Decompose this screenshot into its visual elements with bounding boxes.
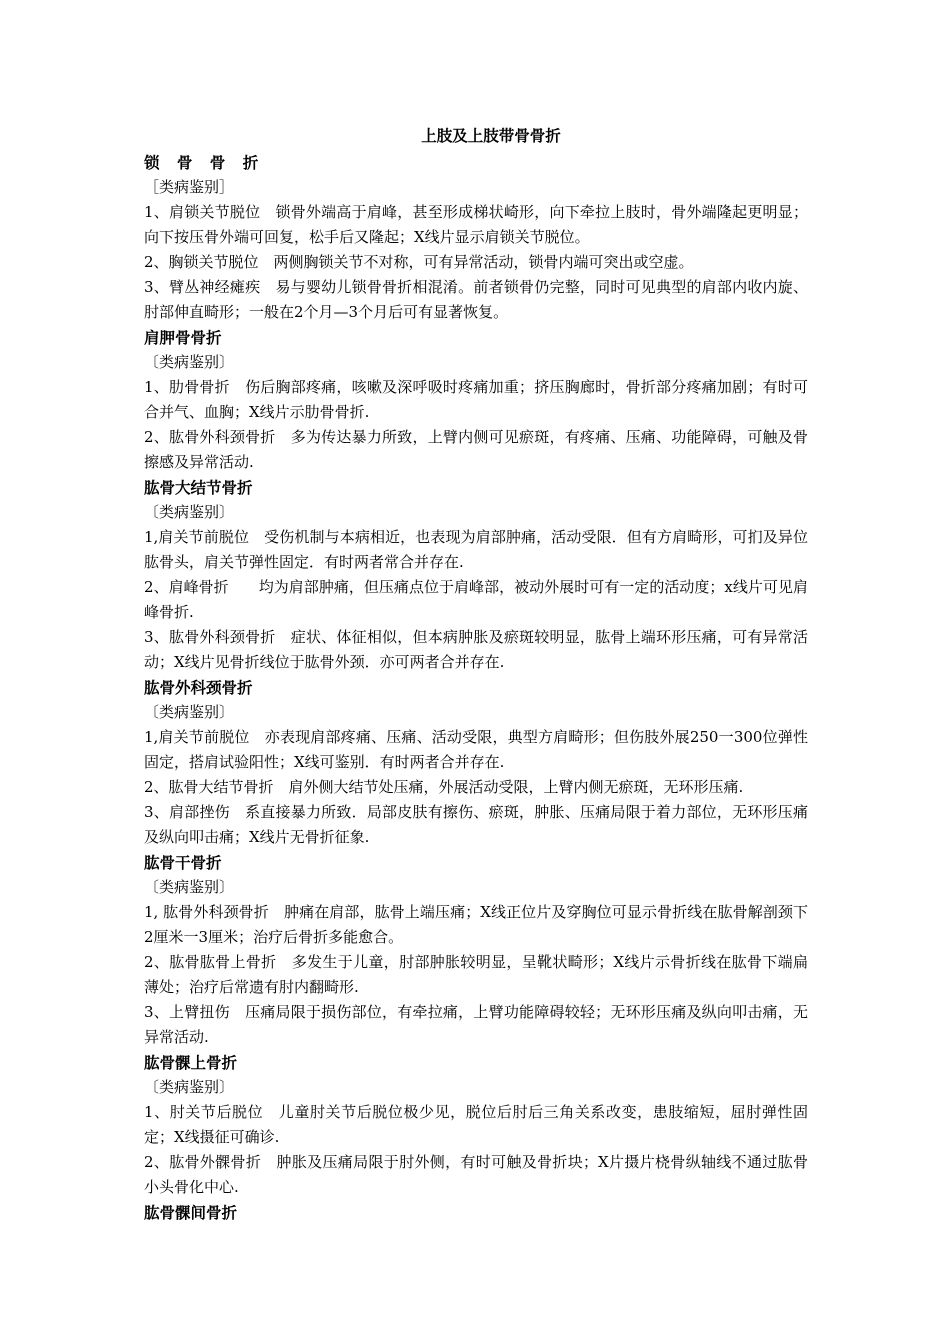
section-title: 肱骨大结节骨折 [144,478,253,497]
list-item: 1,肩关节前脱位 受伤机制与本病相近，也表现为肩部肿痛，活动受限．但有方肩畸形，可扪及异位肱骨头，肩关节弹性固定．有时两者常合并存在. [144,528,808,571]
section-title: 肩胛骨骨折 [144,328,222,347]
document-page [144,124,808,1225]
section-title: 肱骨髁上骨折 [144,1053,238,1072]
section-tag: 〔类病鉴别〕 [144,1078,235,1096]
section-supracondylar-fracture [144,1050,808,1200]
list-item: 1, 肱骨外科颈骨折 肿痛在肩部，肱骨上端压痛；X线正位片及穿胸位可显示骨折线在肱骨解剖颈下2厘米一3厘米；治疗后骨折多能愈合。 [144,903,808,946]
section-title: 肱骨髁间骨折 [144,1203,238,1222]
document-title: 上肢及上肢带骨骨折 [421,126,561,145]
list-item: 3、肩部挫伤 系直接暴力所致．局部皮肤有擦伤、瘀斑，肿胀、压痛局限于着力部位，无环形压痛及纵向叩击痛；X线片无骨折征象. [144,803,808,846]
section-tag: 〔类病鉴别〕 [144,878,235,896]
section-tag: 〔类病鉴别〕 [144,703,235,721]
section-title: 肱骨外科颈骨折 [144,678,253,697]
list-item: 2、肩峰骨折 均为肩部肿痛，但压痛点位于肩峰部，被动外展时可有一定的活动度；x线片可见肩峰骨折. [144,578,808,621]
list-item: 2、胸锁关节脱位 两侧胸锁关节不对称，可有异常活动，锁骨内端可突出或空虚。 [144,253,694,271]
section-greater-tuberosity-fracture [144,475,808,675]
list-item: 2、肱骨肱骨上骨折 多发生于儿童，肘部肿胀较明显，呈靴状畸形；X线片示骨折线在肱骨下端扁薄处；治疗后常遗有肘内翻畸形. [144,953,808,996]
list-item: 3、臂丛神经瘫疾 易与婴幼儿锁骨骨折相混淆。前者锁骨仍完整，同时可见典型的肩部内收内旋、肘部伸直畸形；一般在2个月—3个月后可有显著恢复。 [144,278,808,321]
section-title: 肱骨干骨折 [144,853,222,872]
section-surgical-neck-fracture [144,675,808,850]
section-clavicle-fracture [144,150,808,325]
section-tag: 〔类病鉴别〕 [144,503,235,521]
section-intercondylar-fracture [144,1200,808,1225]
list-item: 3、上臂扭伤 压痛局限于损伤部位，有牵拉痛，上臂功能障碍较轻；无环形压痛及纵向叩击痛，无异常活动. [144,1003,808,1046]
list-item: 2、肱骨大结节骨折 肩外侧大结节处压痛，外展活动受限，上臂内侧无瘀斑，无环形压痛. [144,778,744,796]
section-title: 锁 骨 骨 折 [144,153,265,172]
section-humeral-shaft-fracture [144,850,808,1050]
section-scapula-fracture [144,325,808,475]
list-item: 1、肩锁关节脱位 锁骨外端高于肩峰，甚至形成梯状崎形，向下牵拉上肢时，骨外端隆起更明显；向下按压骨外端可回复，松手后又隆起；X线片显示肩锁关节脱位。 [144,203,808,246]
list-item: 2、肱骨外髁骨折 肿胀及压痛局限于肘外侧，有时可触及骨折块；X片摄片桡骨纵轴线不通过肱骨小头骨化中心. [144,1153,808,1196]
list-item: 2、肱骨外科颈骨折 多为传达暴力所致，上臂内侧可见瘀斑，有疼痛、压痛、功能障碍，可触及骨擦感及异常活动. [144,428,808,471]
list-item: 3、肱骨外科颈骨折 症状、体征相似，但本病肿胀及瘀斑较明显，肱骨上端环形压痛，可有异常活动；X线片见骨折线位于肱骨外颈．亦可两者合并存在. [144,628,808,671]
section-tag: ［类病鉴别］ [144,178,235,196]
section-tag: 〔类病鉴别〕 [144,353,235,371]
list-item: 1,肩关节前脱位 亦表现肩部疼痛、压痛、活动受限，典型方肩畸形；但伤肢外展250一300位弹性固定，搭肩试验阳性；X线可鉴别．有时两者合并存在. [144,728,808,771]
list-item: 1、肋骨骨折 伤后胸部疼痛，咳嗽及深呼吸时疼痛加重；挤压胸廊时，骨折部分疼痛加剧；有时可合并气、血胸；X线片示肋骨骨折. [144,378,808,421]
list-item: 1、肘关节后脱位 儿童肘关节后脱位极少见，脱位后肘后三角关系改变，患肢缩短，屈肘弹性固定；X线摄征可确诊. [144,1103,808,1146]
